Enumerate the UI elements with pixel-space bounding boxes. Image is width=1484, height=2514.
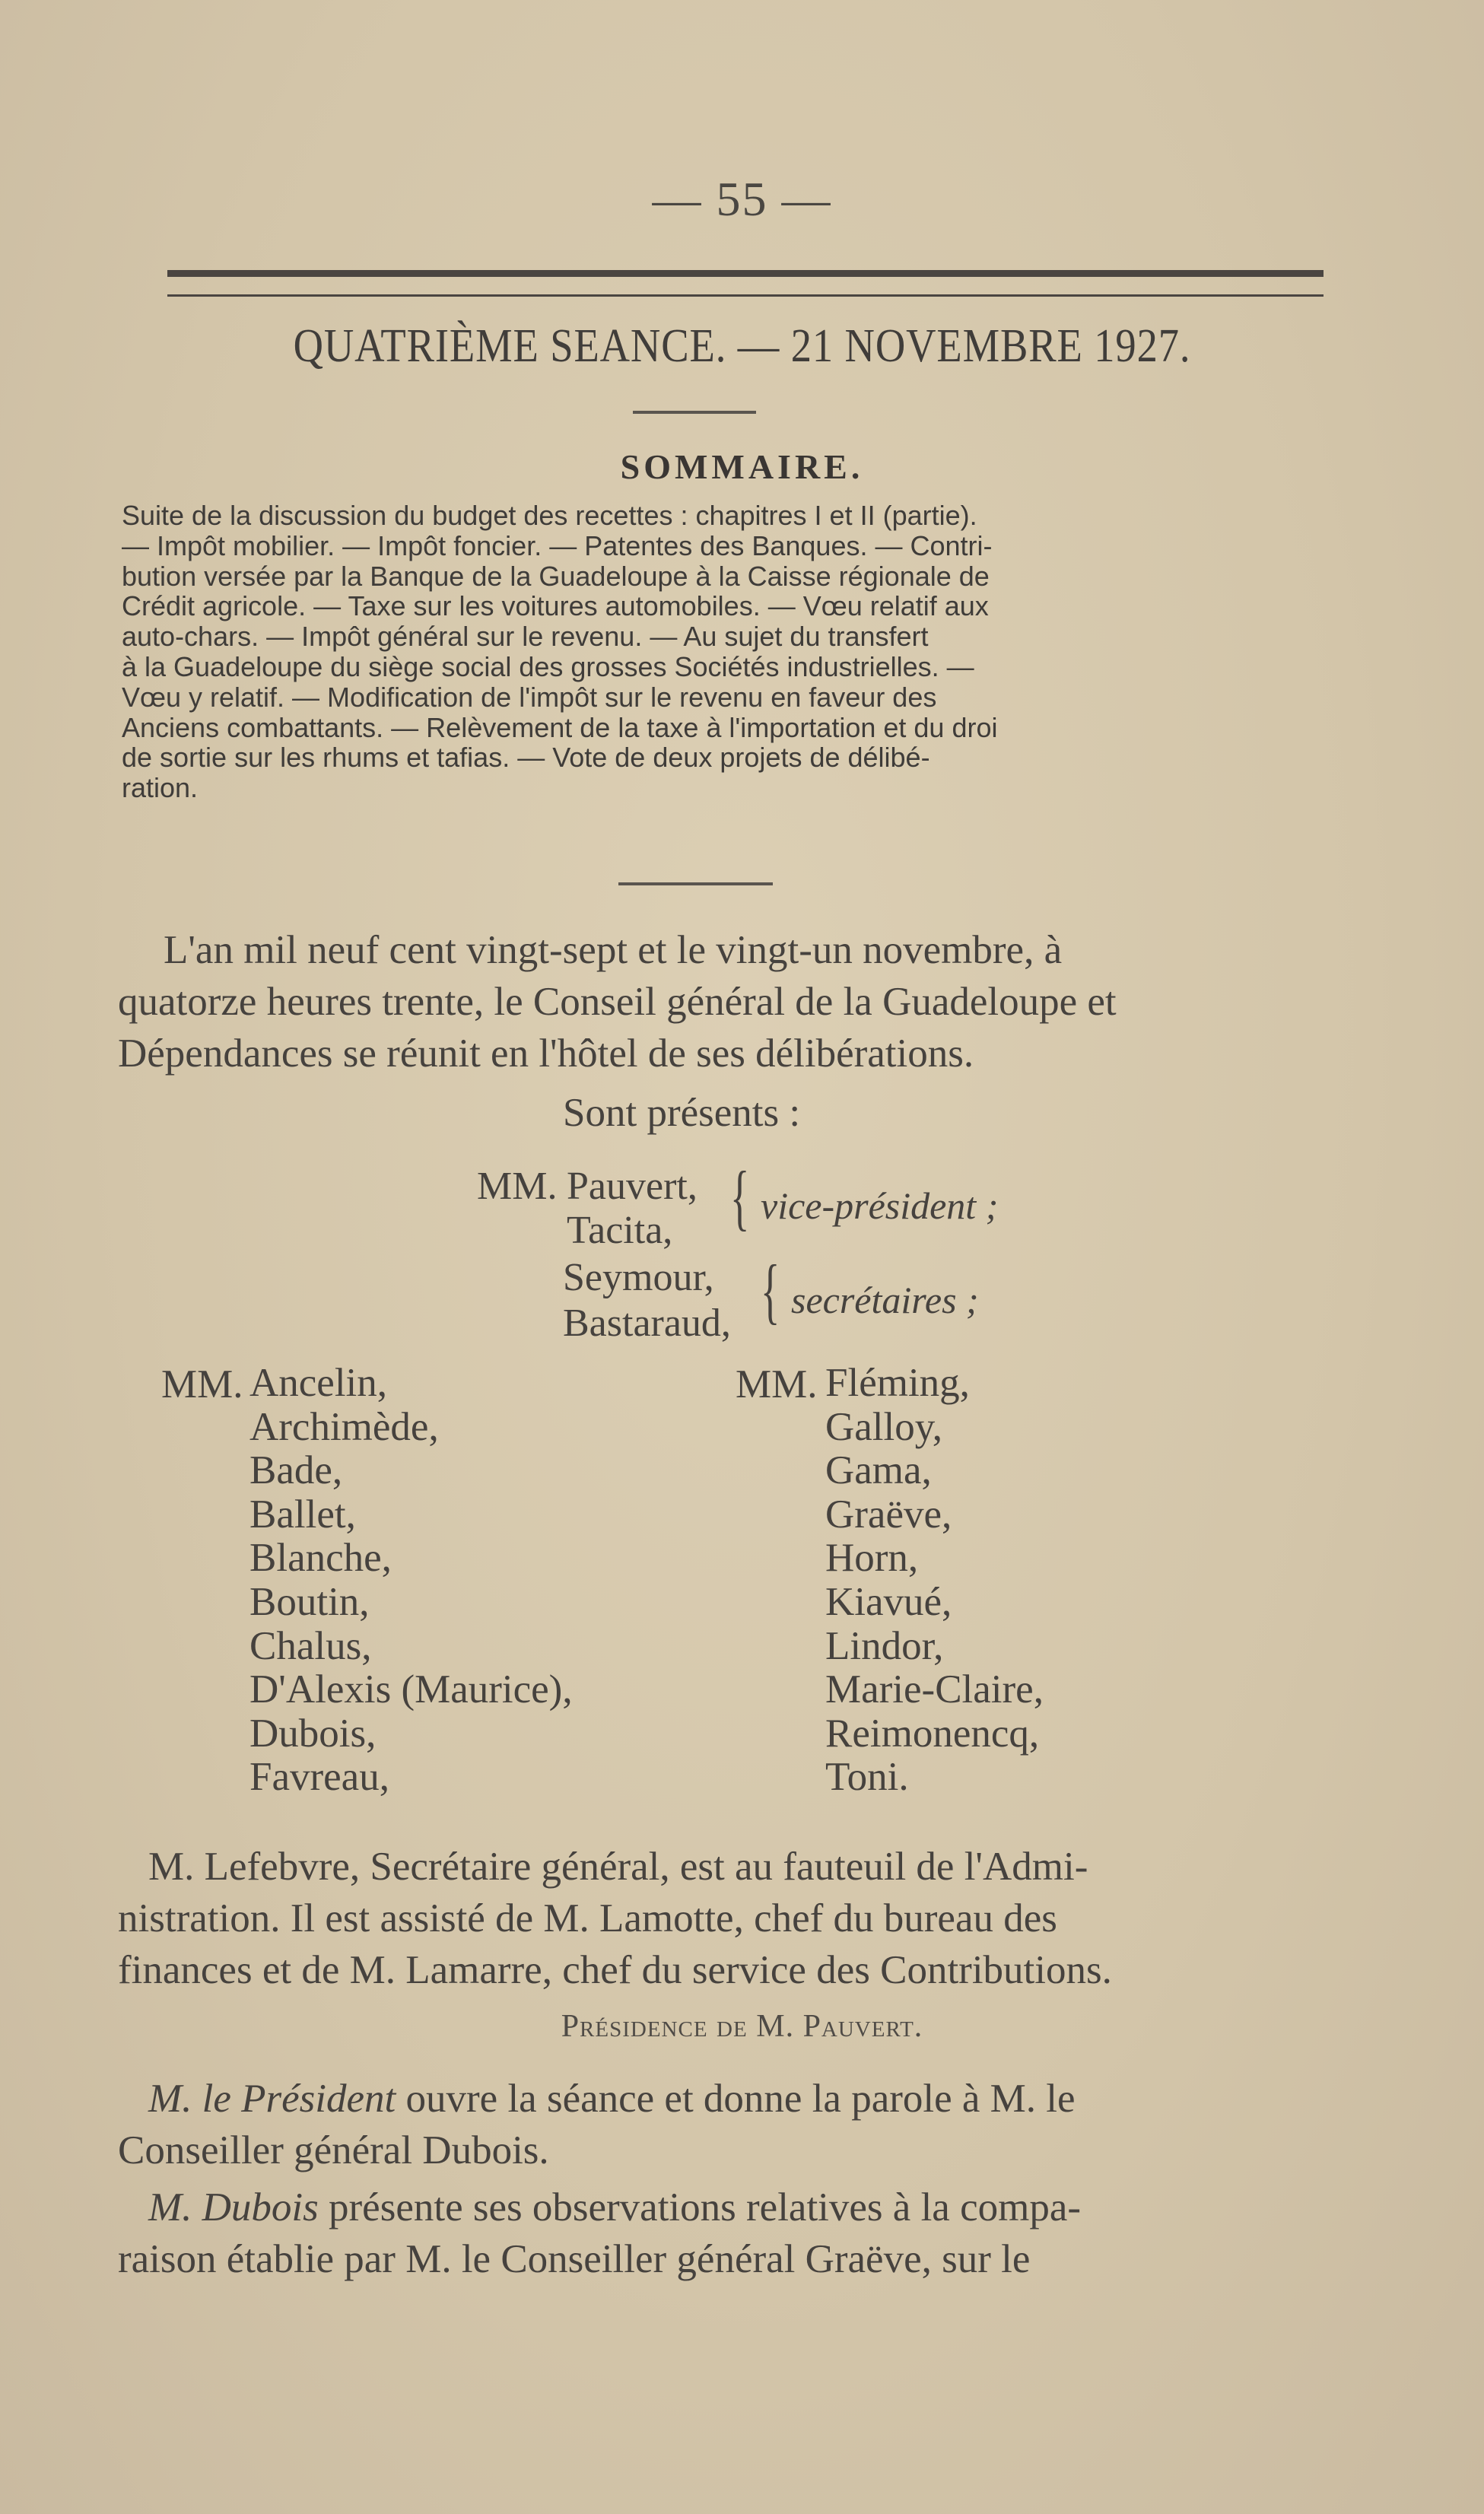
- member-name: Galloy,: [825, 1404, 943, 1449]
- sommaire-line: ration.: [122, 772, 199, 804]
- presidence-heading: Présidence de M. Pauvert.: [561, 2009, 923, 2044]
- sommaire-line: à la Guadeloupe du siège social des grosses Sociétés industrielles. —: [122, 650, 974, 682]
- members-left-prefix: MM.: [161, 1362, 243, 1406]
- presents-label: Sont présents :: [563, 1091, 801, 1135]
- speaker-name: M. le Président: [148, 2077, 396, 2121]
- officer-name: Bastaraud,: [563, 1301, 731, 1345]
- officer-name: Seymour,: [563, 1256, 714, 1299]
- secretary-line: finances et de M. Lamarre, chef du service des Contributions.: [118, 1948, 1112, 1992]
- sommaire-line: Crédit agricole. — Taxe sur les voitures automobiles. — Vœu relatif aux: [122, 590, 989, 622]
- secretary-line: nistration. Il est assisté de M. Lamotte, chef du bureau des: [118, 1896, 1057, 1940]
- member-name: Boutin,: [249, 1579, 370, 1624]
- member-name: Dubois,: [249, 1711, 377, 1756]
- member-name: Toni.: [825, 1755, 909, 1800]
- member-name: Bade,: [249, 1448, 343, 1493]
- sommaire-heading: SOMMAIRE.: [620, 447, 864, 486]
- member-name: Fléming,: [825, 1361, 970, 1405]
- officers-prefix: MM.: [477, 1165, 558, 1208]
- president-paragraph: [118, 2073, 1278, 2176]
- speaker-name: M. Dubois: [148, 2185, 319, 2230]
- secretary-line: M. Lefebvre, Secrétaire général, est au fauteuil de l'Admi-: [148, 1845, 1088, 1889]
- sommaire-line: Suite de la discussion du budget des recettes : chapitres I et II (partie).: [122, 500, 977, 531]
- opening-line: quatorze heures trente, le Conseil général de la Guadeloupe et: [118, 980, 1117, 1024]
- dubois-paragraph: [118, 2182, 1278, 2285]
- opening-line: L'an mil neuf cent vingt-sept et le vingt-un novembre, à: [164, 928, 1063, 972]
- page-number: — 55 —: [652, 172, 832, 226]
- member-name: Kiavué,: [825, 1579, 952, 1624]
- session-title: QUATRIÈME SEANCE. — 21 NOVEMBRE 1927.: [293, 320, 1191, 372]
- officer-name: Pauvert,: [567, 1165, 698, 1208]
- member-name: Marie-Claire,: [825, 1667, 1044, 1712]
- sommaire-line: de sortie sur les rhums et tafias. — Vote de deux projets de délibé-: [122, 742, 930, 774]
- sommaire-ornament: [618, 882, 773, 885]
- member-name: Blanche,: [249, 1536, 392, 1581]
- member-name: Gama,: [825, 1448, 932, 1493]
- opening-paragraph: [118, 924, 1278, 1079]
- secretaries-role: secrétaires ;: [791, 1279, 979, 1321]
- brace-icon: {: [730, 1156, 750, 1238]
- member-name: Lindor,: [825, 1623, 944, 1668]
- member-name: Chalus,: [249, 1623, 372, 1668]
- secretary-paragraph: [118, 1841, 1278, 1996]
- sommaire-line: Vœu y relatif. — Modification de l'impôt sur le revenu en faveur des: [122, 681, 937, 713]
- member-name: Horn,: [825, 1536, 919, 1581]
- member-name: Reimonencq,: [825, 1711, 1040, 1756]
- sommaire-line: Anciens combattants. — Relèvement de la taxe à l'importation et du droi: [122, 711, 998, 743]
- paragraph-line: raison établie par M. le Conseiller général Graëve, sur le: [118, 2237, 1031, 2281]
- member-name: Favreau,: [249, 1755, 389, 1800]
- header-rule-thick: [167, 270, 1324, 277]
- sommaire-line: — Impôt mobilier. — Impôt foncier. — Patentes des Banques. — Contri-: [122, 529, 993, 561]
- sommaire-line: auto-chars. — Impôt général sur le revenu. — Au sujet du transfert: [122, 621, 929, 653]
- member-name: Ballet,: [249, 1492, 356, 1537]
- paragraph-text: ouvre la séance et donne la parole à M. le: [396, 2077, 1076, 2121]
- paragraph-text: présente ses observations relatives à la compa-: [318, 2185, 1081, 2230]
- sommaire-line: bution versée par la Banque de la Guadeloupe à la Caisse régionale de: [122, 560, 990, 592]
- vice-president-role: vice-président ;: [761, 1184, 999, 1227]
- member-name: D'Alexis (Maurice),: [249, 1667, 573, 1712]
- member-name: Ancelin,: [249, 1361, 388, 1405]
- officer-name: Tacita,: [567, 1209, 673, 1252]
- opening-line: Dépendances se réunit en l'hôtel de ses délibérations.: [118, 1031, 974, 1076]
- members-right-prefix: MM.: [736, 1362, 818, 1406]
- member-name: Graëve,: [825, 1492, 952, 1537]
- members-left-column: [249, 1362, 573, 1800]
- brace-icon: {: [761, 1250, 780, 1331]
- title-ornament: [633, 411, 756, 414]
- members-right-column: [825, 1362, 1044, 1800]
- header-rule-thin: [167, 294, 1324, 297]
- sommaire-text: [122, 501, 1278, 803]
- member-name: Archimède,: [249, 1404, 439, 1449]
- paragraph-line: Conseiller général Dubois.: [118, 2128, 549, 2172]
